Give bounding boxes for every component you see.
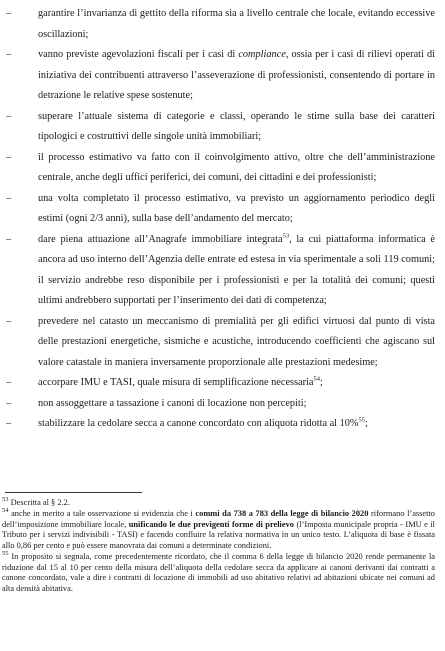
footnote-reference: 55: [358, 416, 365, 424]
text-run: Descritta al § 2.2.: [8, 498, 70, 507]
bullet-dash: –: [6, 151, 12, 163]
text-run: accorpare IMU e TASI, quale misura di semplificazione necessaria: [38, 377, 314, 388]
text-run: In proposito si segnala, come precedentemente ricordato, che il comma 6 della legge di bilancio 2020 rende permanente la riduzione dal 15 al 10 per cento della misura dell’aliquota della cedolare secca da applicare ai canoni derivanti dai contratti a canone concordato, vale a dire i contratti di locazione di immobili ad uso abitativo relativi ad abitazioni ubicate nei comuni ad alta densità abitativa.: [2, 551, 435, 593]
text-run: superare l’attuale sistema di categorie e classi, operando le stime sulla base dei caratteri tipologici e costruttivi delle singole unità immobiliari;: [38, 110, 435, 142]
bullet-dash: –: [6, 8, 12, 19]
bullet-dash: –: [6, 397, 12, 409]
text-run: stabilizzare la cedolare secca a canone concordato con aliquota ridotta al 10%: [38, 418, 359, 429]
bullet-dash: –: [6, 377, 12, 388]
text-run: prevedere nel catasto un meccanismo di premialità per gli edifici virtuosi dal punto di vista delle prestazioni energetiche, sismiche e acustiche, introducendo coefficienti che agiscano sul valore catastale in maniera inversamente proporzionale alle prestazioni medesime;: [38, 315, 435, 368]
text-run: una volta completato il processo estimativo, va previsto un aggiornamento periodico degli estimi (ogni 2/3 anni), sulla base dell’andamento del mercato;: [38, 192, 435, 224]
footnote: [2, 498, 435, 509]
text-run: , la cui piattaforma informatica è ancora ad uso interno dell’Agenzia delle entrate ed estesa in via sperimentale a soli 119 comuni; il servizio andrebbe reso disponibile per i professionisti e per la totalità dei comuni; questi ultimi andrebbero supportati per l’inserimento dei dati di competenza;: [38, 233, 435, 306]
bullet-dash: –: [6, 110, 12, 122]
bullet-item: [2, 189, 435, 230]
text-run: garantire l’invarianza di gettito della riforma sia a livello centrale che locale, evitando eccessive oscillazioni;: [38, 8, 435, 40]
bullet-item: [2, 230, 435, 312]
bullet-item: [2, 148, 435, 189]
text-run: anche in merito a tale osservazione si evidenzia che i: [8, 509, 196, 519]
footnote-reference: 54: [2, 507, 9, 515]
text-run: ;: [364, 418, 368, 429]
italic-term: compliance: [238, 49, 286, 60]
text-run: riformano l’assetto dell’imposizione immobiliare locale,: [2, 509, 435, 529]
text-run: (l’Imposta municipale propria - IMU e il Tributo per i servizi indivisibili - TASI) e facendo confluire la relativa normativa in un unico testo. L’aliquota di base è fissata allo 0,86 per cento e può essere manovrata dai comuni a determinate condizioni.: [2, 519, 435, 550]
footnotes: [2, 498, 435, 595]
bullet-dash: –: [6, 233, 12, 245]
bold-text: commi da 738 a 783 della legge di bilancio 2020: [195, 509, 369, 519]
bullet-item: [2, 4, 435, 45]
bullet-item: [2, 107, 435, 148]
bullet-item: [2, 373, 435, 394]
footnote-reference: 53: [282, 232, 290, 240]
text-run: ;: [319, 377, 323, 388]
bullet-dash: –: [6, 418, 12, 429]
footnote-reference: 55: [2, 550, 9, 558]
text-run: vanno previste agevolazioni fiscali per i casi di: [38, 49, 239, 60]
footnote: [2, 552, 435, 594]
text-run: dare piena attuazione all’Anagrafe immobiliare integrata: [38, 233, 283, 245]
footnote-reference: 53: [2, 496, 9, 504]
bullet-dash: –: [6, 315, 12, 327]
bullet-dash: –: [6, 49, 12, 60]
bullet-item: [2, 414, 435, 435]
bullet-item: [2, 45, 435, 107]
bullet-dash: –: [6, 192, 12, 204]
bullet-item: [2, 312, 435, 374]
bold-text: unificando le due previgenti forme di prelievo: [128, 519, 294, 529]
bullet-item: [2, 394, 435, 415]
text-run: il processo estimativo va fatto con il coinvolgimento attivo, oltre che dell’amministrazione centrale, anche degli uffici periferici, dei comuni, dei cittadini e dei professionisti;: [38, 151, 435, 183]
footnote-reference: 54: [313, 375, 320, 383]
footnote: [2, 509, 435, 551]
text-run: non assoggettare a tassazione i canoni di locazione non percepiti;: [38, 397, 307, 409]
footnote-separator: [5, 492, 142, 493]
text-run: , ossia per i casi di rilievi operati di iniziativa dei contribuenti attraverso l’asseverazione di professionisti, consentendo di portare in detrazione le relative spese sostenute;: [38, 49, 435, 101]
recommendations-list: [2, 4, 435, 435]
